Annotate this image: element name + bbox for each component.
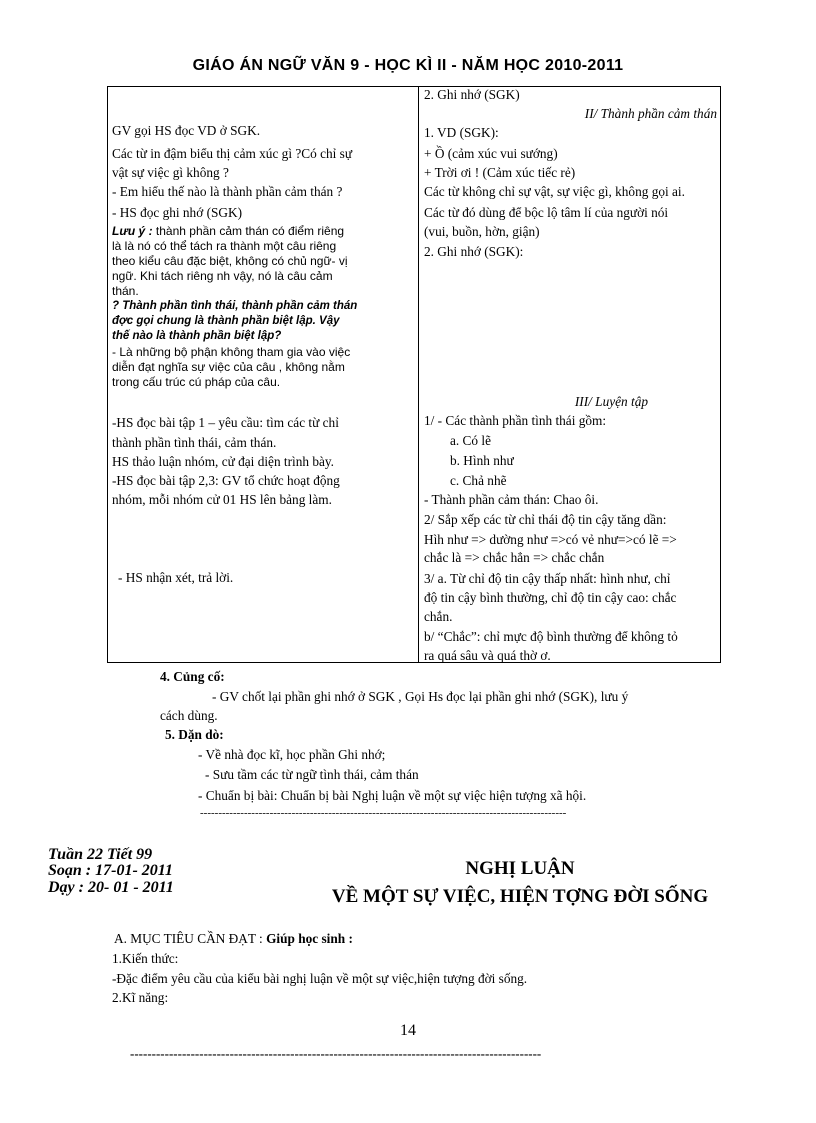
right-text: độ tin cậy bình thường, chỉ độ tin cậy cao: chắc [424,590,677,605]
right-text: 2. Ghi nhớ (SGK): [424,244,524,259]
answer-text: diễn đạt nghĩa sự việc của câu , không nằm [112,360,345,374]
body-text: -Đặc điểm yêu cầu của kiểu bài nghị luận về một sự việc,hiện tượng đời sống. [112,971,528,986]
exercise-text: -HS đọc bài tập 2,3: GV tổ chức hoạt động [112,473,340,488]
body-text: - Sưu tầm các từ ngữ tình thái, cảm thán [205,767,419,782]
body-text: 2.Kĩ năng: [112,990,169,1005]
note-text: theo kiểu câu đặc biệt, không có chủ ngữ- vị [112,254,348,268]
exercise-text: HS thảo luận nhóm, cử đại diện trình bày. [112,454,335,469]
exercise-text: -HS đọc bài tập 1 – yêu cầu: tìm các từ chỉ [112,415,339,430]
footer-rule: ----------------------------------------------------------------------------------------------- [130,1046,542,1061]
note-line [112,225,344,238]
right-text: - Thành phần cảm thán: Chao ôi. [424,492,599,507]
right-text: chắn. [424,609,453,624]
right-text: 3/ a. Từ chỉ độ tin cậy thấp nhất: hình như, chỉ [424,571,671,586]
answer-text: - Là những bộ phận không tham gia vào việc [112,345,351,359]
note-text: thành phần cảm thán có điểm riêng [155,224,345,238]
lesson-title: NGHỊ LUẬN [465,858,575,879]
right-text: (vui, buồn, hờn, giận) [424,224,540,239]
right-text: ra quá sâu và quá thờ ơ. [424,648,551,663]
separator-line: ---------------------------------------------------------------------------------------------------- [200,807,567,819]
right-text: 2/ Sắp xếp các từ chỉ thái độ tin cậy tăng dần: [424,512,667,527]
note-text: ngữ. Khi tách riêng nh vậy, nó là câu cảm [112,269,333,283]
left-text: Các từ in đậm biểu thị cảm xúc gì ?Có chỉ sự [112,146,353,161]
section-heading: II/ Thành phần cảm thán [584,106,717,121]
section-title: 5. Dặn dò: [165,727,224,742]
right-text: + Ồ (cảm xúc vui sướng) [424,146,558,161]
left-text: - Em hiểu thế nào là thành phần cảm thán ? [112,184,343,199]
objectives-sub: Giúp học sinh : [266,931,353,946]
exercise-text: nhóm, mỗi nhóm cử 01 HS lên bảng làm. [112,492,332,507]
left-text: GV gọi HS đọc VD ở SGK. [112,123,261,138]
exercise-text: thành phần tình thái, cảm thán. [112,435,277,450]
lesson-subtitle: VỀ MỘT SỰ VIỆC, HIỆN TỢNG ĐỜI SỐNG [331,886,709,907]
right-text: 2. Ghi nhớ (SGK) [424,87,520,102]
table-column-divider [418,86,419,663]
note-text: là là nó có thể tách ra thành một câu riêng [112,239,337,253]
note-label: Lưu ý : [112,224,153,238]
right-text: Các từ đó dùng để bộc lộ tâm lí của người nói [424,205,669,220]
left-text: - HS đọc ghi nhớ (SGK) [112,205,243,220]
body-text: - Chuẩn bị bài: Chuẩn bị bài Nghị luận về một sự việc hiện tượng xã hội. [198,788,587,803]
exercise-text: - HS nhận xét, trả lời. [118,570,234,585]
section-title: 4. Củng cố: [160,669,225,684]
left-text: vật sự việc gì không ? [112,165,229,180]
week-label: Tuần 22 Tiết 99 [48,846,153,863]
body-text: 1.Kiến thức: [112,951,179,966]
question-text: ? Thành phần tình thái, thành phần cảm thán [112,300,358,312]
right-text: Hìh như => dường như =>có vẻ như=>có lẽ => [424,532,677,547]
objectives-line [114,930,353,948]
section-heading: III/ Luyện tập [574,394,648,409]
right-text: + Trời ơi ! (Cảm xúc tiếc rẻ) [424,165,576,180]
list-item: a. Có lẽ [450,433,491,448]
body-text: cách dùng. [160,708,218,723]
objectives-heading: A. MỤC TIÊU CẦN ĐẠT : [114,931,263,946]
right-text: Các từ không chỉ sự vật, sự việc gì, không gọi ai. [424,184,685,199]
answer-text: trong cấu trúc cú pháp của câu. [112,375,281,389]
prep-date: Soạn : 17-01- 2011 [48,862,173,879]
right-text: 1. VD (SGK): [424,125,499,140]
body-text: - GV chốt lại phần ghi nhớ ở SGK , Gọi Hs đọc lại phần ghi nhớ (SGK), lưu ý [212,689,629,704]
teach-date: Dạy : 20- 01 - 2011 [48,879,174,896]
right-text: b/ “Chắc”: chỉ mực độ bình thường để không tỏ [424,629,678,644]
question-text: thế nào là thành phần biệt lập? [112,330,282,342]
list-item: b. Hình như [450,453,514,468]
right-text: 1/ - Các thành phần tình thái gồm: [424,413,607,428]
right-text: chắc là => chắc hẳn => chắc chắn [424,550,605,565]
page-number: 14 [400,1022,416,1039]
body-text: - Về nhà đọc kĩ, học phần Ghi nhớ; [198,747,386,762]
document-header: GIÁO ÁN NGỮ VĂN 9 - HỌC KÌ II - NĂM HỌC 2010-2011 [192,57,624,74]
list-item: c. Chả nhẽ [450,473,507,488]
question-text: đợc gọi chung là thành phần biệt lập. Vậy [112,315,340,327]
note-text: thán. [112,284,139,298]
